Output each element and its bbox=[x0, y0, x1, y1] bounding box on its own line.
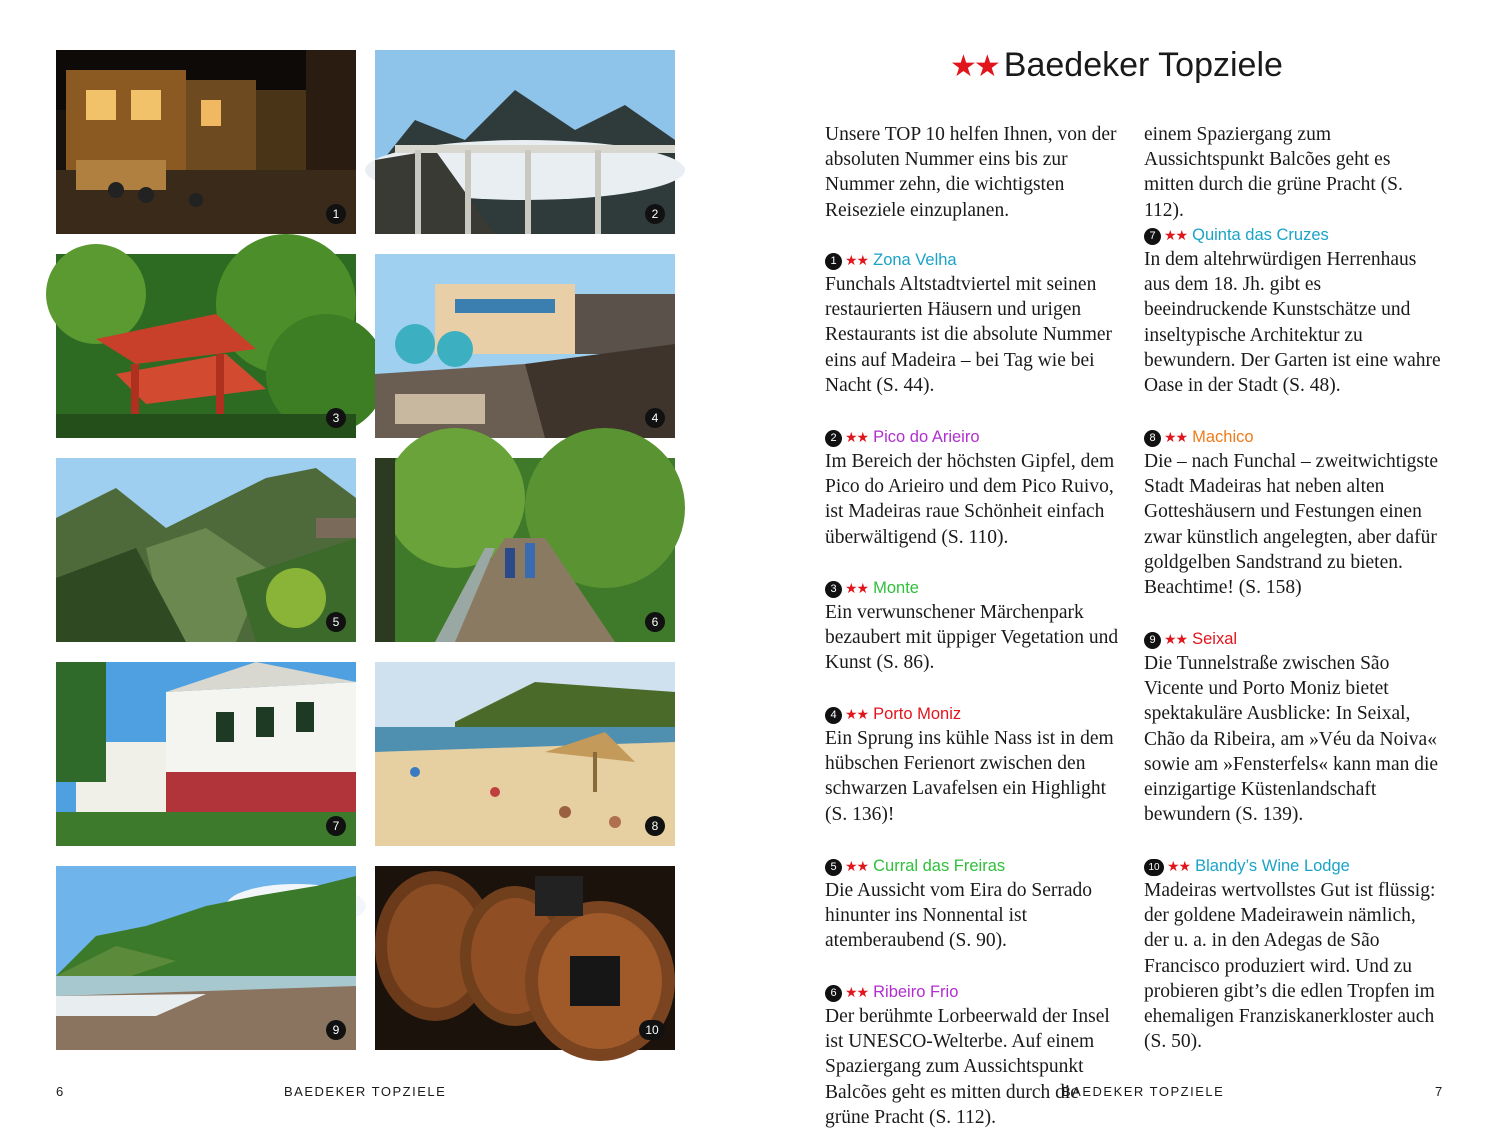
entry-zona-velha bbox=[825, 248, 1125, 398]
photo-number: 2 bbox=[645, 204, 665, 224]
manor-house-image bbox=[56, 662, 356, 846]
photo-number: 7 bbox=[326, 816, 346, 836]
wine-barrels-image bbox=[375, 866, 675, 1050]
entry-text: Im Bereich der höchsten Gipfel, dem Pico do Arieiro und dem Pico Ruivo, ist Madeiras raue Schönheit einfach überwältigend (S. 110). bbox=[825, 451, 1115, 548]
page-number-right: 7 bbox=[1435, 1084, 1444, 1099]
star-rating-icon: ★★ bbox=[845, 858, 869, 874]
entry-quinta-das-cruzes bbox=[1144, 223, 1444, 398]
entry-blandys-wine-lodge bbox=[1144, 854, 1444, 1054]
number-badge: 2 bbox=[825, 430, 842, 447]
star-rating-icon: ★★ bbox=[950, 50, 998, 83]
photo-blandys-wine-lodge bbox=[375, 866, 675, 1050]
photo-seixal bbox=[56, 866, 356, 1050]
entry-title: Monte bbox=[873, 579, 919, 597]
number-badge: 6 bbox=[825, 985, 842, 1002]
star-rating-icon: ★★ bbox=[845, 984, 869, 1000]
number-badge: 5 bbox=[825, 859, 842, 876]
text-column-right bbox=[1144, 122, 1444, 1062]
entry-title: Porto Moniz bbox=[873, 705, 962, 723]
entry-title: Quinta das Cruzes bbox=[1192, 226, 1329, 244]
entry-text: Funchals Altstadtviertel mit seinen restaurierten Häusern und urigen Restaurants ist die absolute Nummer eins auf Madeira – bei Tag wie bei Nacht (S. 44). bbox=[825, 274, 1113, 396]
page-title-text: Baedeker Topziele bbox=[1003, 46, 1283, 84]
entry-porto-moniz bbox=[825, 702, 1125, 827]
entry-text: Ein Sprung ins kühle Nass ist in dem hübschen Ferienort zwischen den schwarzen Lavafelsen ein Highlight (S. 136)! bbox=[825, 728, 1114, 825]
star-rating-icon: ★★ bbox=[1164, 631, 1188, 647]
photo-number: 5 bbox=[326, 612, 346, 632]
photo-zona-velha bbox=[56, 50, 356, 234]
photo-number: 10 bbox=[639, 1020, 665, 1040]
photo-number: 8 bbox=[645, 816, 665, 836]
entry-machico bbox=[1144, 425, 1444, 600]
star-rating-icon: ★★ bbox=[1167, 858, 1191, 874]
entry-title: Machico bbox=[1192, 428, 1254, 446]
number-badge: 10 bbox=[1144, 859, 1164, 876]
pool-complex-image bbox=[375, 254, 675, 438]
entry-text: Die Tunnelstraße zwischen São Vicente und Porto Moniz bietet spektakuläre Ausblicke: In Seixal, Chão da Ribeira, am »Véu da Noiva« sowie am »Fensterfels« kann man die einzigartige Küstenlandschaft bewundern (S. 139). bbox=[1144, 653, 1439, 826]
intro-text: Unsere TOP 10 helfen Ihnen, von der absoluten Nummer eins bis zur Nummer zehn, die wichtigsten Reiseziele einzuplanen. bbox=[825, 124, 1117, 221]
photo-quinta-das-cruzes bbox=[56, 662, 356, 846]
entry-text: In dem altehrwürdigen Herrenhaus aus dem 18. Jh. gibt es beeindruckende Kunstschätze und inseltypische Architektur zu bewundern. Der Garten ist eine wahre Oase in der Stadt (S. 48). bbox=[1144, 249, 1441, 397]
photo-number: 6 bbox=[645, 612, 665, 632]
star-rating-icon: ★★ bbox=[845, 429, 869, 445]
photo-ribeiro-frio bbox=[375, 458, 675, 642]
photo-number: 9 bbox=[326, 1020, 346, 1040]
entry-pico-do-arieiro bbox=[825, 425, 1125, 550]
number-badge: 9 bbox=[1144, 632, 1161, 649]
number-badge: 7 bbox=[1144, 228, 1161, 245]
photo-number: 4 bbox=[645, 408, 665, 428]
entry-text: Ein verwunschener Märchenpark bezaubert mit üppiger Vegetation und Kunst (S. 86). bbox=[825, 602, 1119, 674]
page-title bbox=[950, 46, 1283, 85]
photo-monte bbox=[56, 254, 356, 438]
entry-ribeiro-frio bbox=[825, 980, 1125, 1128]
valley-image bbox=[56, 458, 356, 642]
text-column-left bbox=[825, 122, 1125, 1128]
running-head-left: BAEDEKER TOPZIELE bbox=[284, 1084, 447, 1099]
entry-text: Die – nach Funchal – zweitwichtigste Stadt Madeiras hat neben alten Gotteshäusern und Festungen einen zwar künstlich angelegten, aber dafür goldgelben Sandstrand zu bieten. Beachtime! (S. 158) bbox=[1144, 451, 1439, 599]
star-rating-icon: ★★ bbox=[1164, 429, 1188, 445]
entry-text: Die Aussicht vom Eira do Serrado hinunter ins Nonnental ist atemberaubend (S. 90). bbox=[825, 880, 1092, 952]
star-rating-icon: ★★ bbox=[1164, 227, 1188, 243]
number-badge: 8 bbox=[1144, 430, 1161, 447]
mountain-viewpoint-image bbox=[375, 50, 675, 234]
night-street-image bbox=[56, 50, 356, 234]
entry-title: Pico do Arieiro bbox=[873, 428, 980, 446]
photo-number: 3 bbox=[326, 408, 346, 428]
entry-text: Madeiras wertvollstes Gut ist flüssig: der goldene Madeirawein nämlich, der u. a. in den Adegas de São Francisco produziert wird. Und zu probieren gibt’s die edlen Tropfen im ehemaligen Franziskanerkloster auch (S. 50). bbox=[1144, 880, 1436, 1053]
number-badge: 3 bbox=[825, 581, 842, 598]
entry-ribeiro-frio-continued: einem Spaziergang zum Aussichtspunkt Balcões geht es mitten durch die grüne Pracht (S. 112). bbox=[1144, 124, 1403, 221]
garden-pagoda-image bbox=[56, 254, 356, 438]
star-rating-icon: ★★ bbox=[845, 706, 869, 722]
entry-title: Zona Velha bbox=[873, 251, 957, 269]
photo-machico bbox=[375, 662, 675, 846]
star-rating-icon: ★★ bbox=[845, 252, 869, 268]
photo-number: 1 bbox=[326, 204, 346, 224]
star-rating-icon: ★★ bbox=[845, 580, 869, 596]
entry-title: Ribeiro Frio bbox=[873, 983, 959, 1001]
photo-pico-arieiro bbox=[375, 50, 675, 234]
number-badge: 4 bbox=[825, 707, 842, 724]
photo-porto-moniz bbox=[375, 254, 675, 438]
coastal-beach-image bbox=[56, 866, 356, 1050]
beach-image bbox=[375, 662, 675, 846]
photo-curral-das-freiras bbox=[56, 458, 356, 642]
entry-seixal bbox=[1144, 627, 1444, 827]
entry-title: Blandy’s Wine Lodge bbox=[1195, 857, 1350, 875]
running-head-right: BAEDEKER TOPZIELE bbox=[1062, 1084, 1225, 1099]
entry-title: Seixal bbox=[1192, 630, 1238, 648]
number-badge: 1 bbox=[825, 253, 842, 270]
entry-monte bbox=[825, 576, 1125, 676]
entry-title: Curral das Freiras bbox=[873, 857, 1006, 875]
forest-path-image bbox=[375, 458, 675, 642]
page-number-left: 6 bbox=[56, 1084, 65, 1099]
entry-curral-das-freiras bbox=[825, 854, 1125, 954]
entry-text: Der berühmte Lorbeerwald der Insel ist UNESCO-Welterbe. Auf einem Spaziergang zum Aussichtspunkt Balcões geht es mitten durch die grüne Pracht (S. 112). bbox=[825, 1006, 1110, 1128]
